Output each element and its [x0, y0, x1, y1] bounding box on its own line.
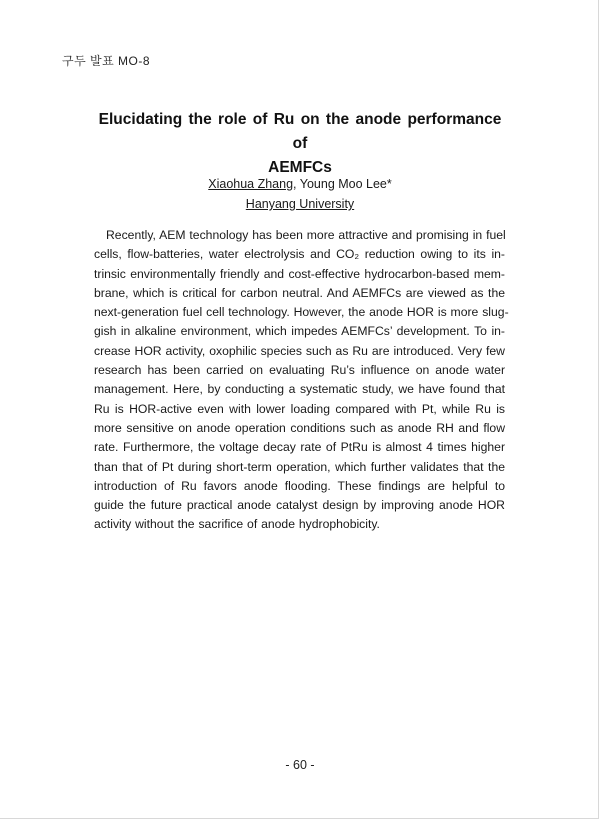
presenting-author: Xiaohua Zhang: [208, 177, 294, 191]
abstract-line: gish in alkaline environment, which impedes AEMFCs’ development. To in-: [94, 324, 505, 339]
co-author: , Young Moo Lee*: [293, 177, 392, 191]
abstract-line: management. Here, by conducting a systematic study, we have found that: [94, 382, 505, 397]
abstract-line: rate. Furthermore, the voltage decay rate of PtRu is almost 4 times higher: [94, 440, 505, 455]
paper-title: [90, 108, 510, 180]
abstract-line: than that of Pt during short-term operation, which further validates that the: [94, 459, 505, 474]
abstract-line: crease HOR activity, oxophilic species such as Ru are introduced. Very few: [94, 343, 505, 358]
page-number: - 60 -: [285, 758, 315, 772]
abstract-line: introduction of Ru favors anode flooding. These findings are helpful to: [94, 478, 505, 493]
abstract-line: next-generation fuel cell technology. However, the anode HOR is more slug-: [94, 305, 509, 320]
abstract-line: guide the future practical anode catalyst design by improving anode HOR: [94, 498, 505, 513]
author-block: [0, 174, 600, 214]
session-code: 구두 발표 MO-8: [62, 54, 151, 68]
abstract-line: brane, which is critical for carbon neutral. And AEMFCs are viewed as the: [94, 285, 505, 300]
affiliation: [0, 194, 600, 214]
abstract-line: cells, flow-batteries, water electrolysis and CO₂ reduction owing to its in-: [94, 247, 505, 262]
author-line: [0, 174, 600, 194]
abstract-line: research has been carried on evaluating Ru’s influence on anode water: [94, 363, 505, 378]
abstract-line: trinsic environmentally friendly and cost-effective hydrocarbon-based mem-: [94, 266, 505, 281]
title-line-2: AEMFCs: [268, 159, 332, 176]
abstract-line: activity without the sacrifice of anode hydrophobicity.: [94, 517, 380, 532]
affiliation-name: Hanyang University: [245, 197, 355, 211]
abstract-line: Ru is HOR-active even with lower loading compared with Pt, while Ru is: [94, 401, 505, 416]
abstract-line: more sensitive on anode operation conditions such as anode RH and flow: [94, 420, 505, 435]
abstract-body: [94, 226, 509, 535]
title-line-1: Elucidating the role of Ru on the anode performance of: [98, 111, 502, 152]
abstract-line: Recently, AEM technology has been more attractive and promising in fuel: [106, 228, 506, 242]
